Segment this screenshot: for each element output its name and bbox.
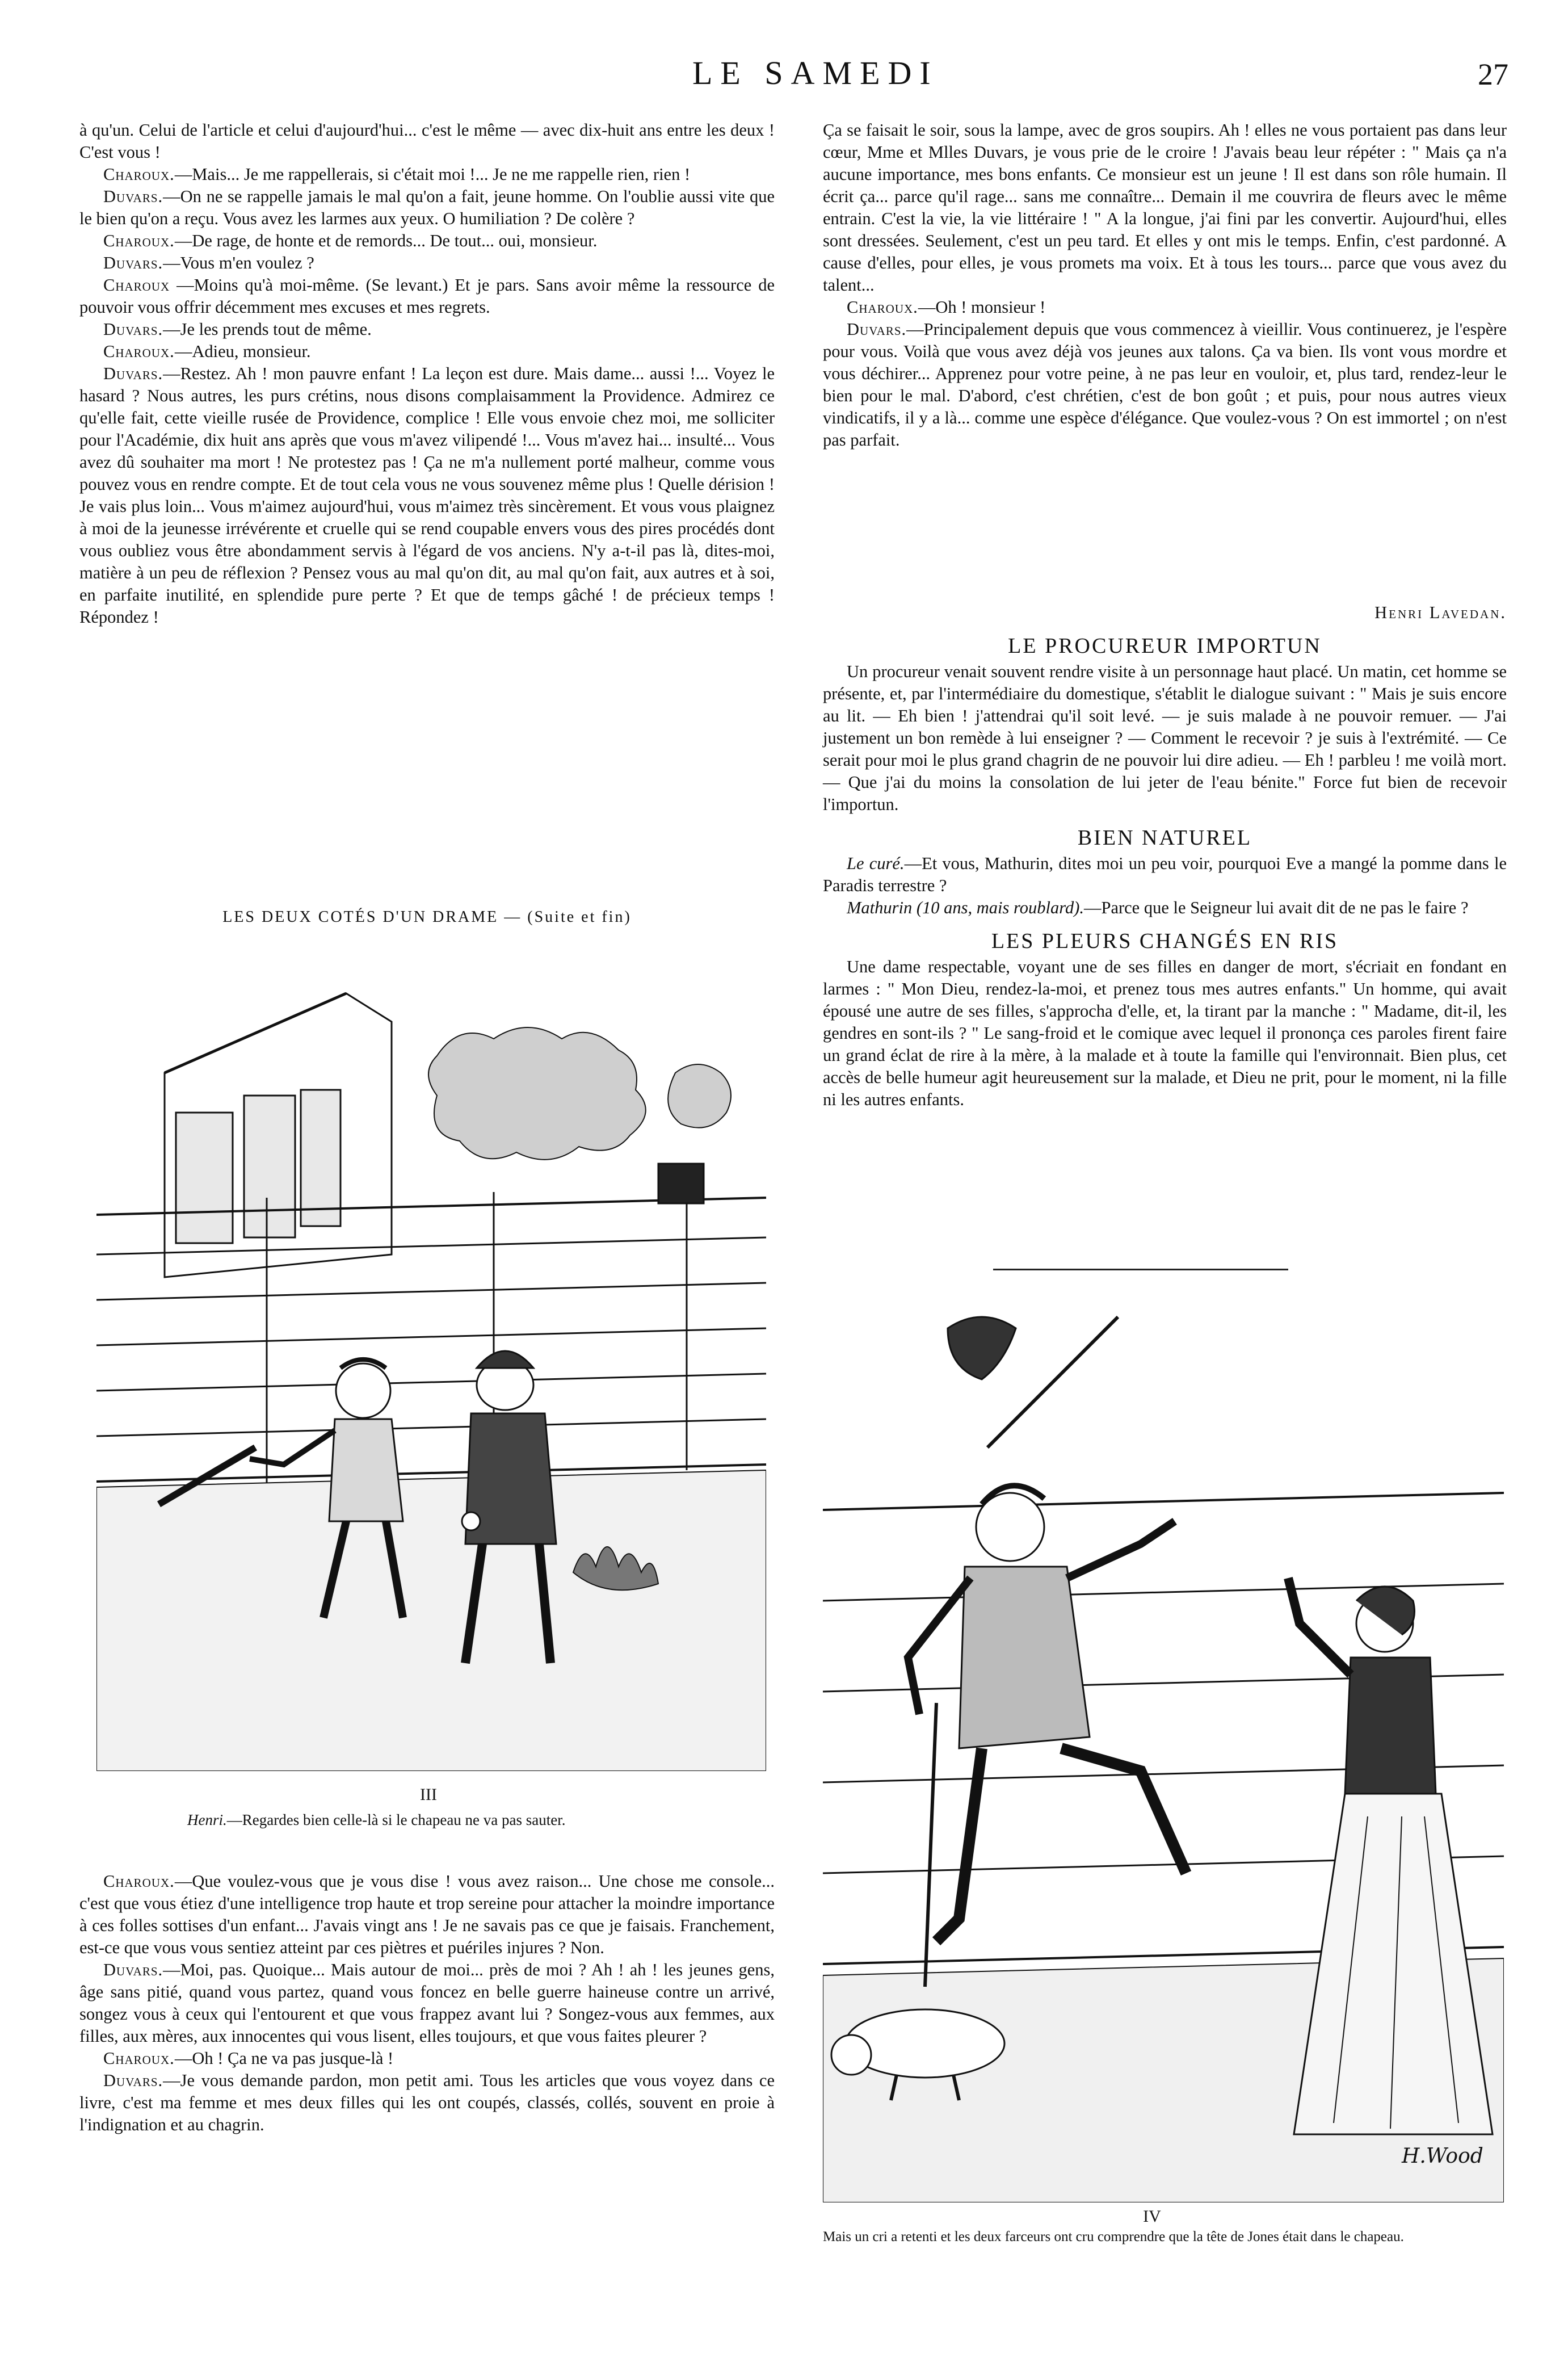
paragraph-text: Ça se faisait le soir, sous la lampe, avec de gros soupirs. Ah ! elles ne vous portaient pas dans leur cœur, Mme et Mlles Duvars, je vous prie de le croire ! J'avais beau leur répéter : " Mais ça n'a aucune importance, mes bons enfants. Ce monsieur est un jeune ! Il est dans son rôle humain. Il écrit ça... parce qu'il rage... sans me connaître... Demain il me couvrira de fleurs avec le même entrain. C'est la vie, la vie littéraire ! " A la longue, j'ai fini par les convertir. Aujourd'hui, elles sont dressées. Seulement, c'est un peu tard. Et elles y ont mis le temps. Enfin, c'est pardonné. A cause d'elles, pour elles, je vous promets ma voix. Et à tous les tours... parce que vous avez du talent... <box>823 120 1507 295</box>
naturel-speaker-1: Le curé. <box>847 854 905 873</box>
paragraph <box>79 252 775 274</box>
procureur-text: Un procureur venait souvent rendre visite à un personnage haut placé. Un matin, cet homme se présente, et, par l'intermédiaire du domestique, s'établit le dialogue suivant : " Mais je suis encore au lit. — Eh bien ! j'attendrai qu'il soit levé. — je suis malade à ne pouvoir remuer. — J'ai justement un bon remède à lui enseigner ? — Comment le recevoir ? je suis à l'extrémité. — Ce serait pour moi le plus grand chagrin de ne pouvoir lui dire adieu. — Eh ! parbleu ! me voilà mort. — Que j'ai du moins la consolation de lui jeter de l'eau bénite." Force fut bien de recevoir l'importun. <box>823 662 1507 814</box>
speaker-name: Charoux. <box>103 231 175 250</box>
artist-signature: H.Wood <box>1402 2145 1483 2168</box>
figure-3-caption <box>187 1811 755 1829</box>
figure-3-speaker: Henri. <box>187 1811 227 1828</box>
figure-3-label: III <box>420 1785 437 1804</box>
left-column-bottom <box>79 1870 775 2136</box>
speech-text: —Moins qu'à moi-même. (Se levant.) Et je pars. Sans avoir même la ressource de pouvoir vous offrir décemment mes excuses et mes regrets. <box>79 275 775 317</box>
speech-text: —Je les prends tout de même. <box>163 320 372 339</box>
speaker-name: Charoux <box>103 275 170 295</box>
speech-text: —On ne se rappelle jamais le mal qu'on a fait, jeune homme. On l'oublie aussi vite que le bien qu'on a reçu. Vous avez les larmes aux yeux. O humiliation ? De colère ? <box>79 187 775 228</box>
paragraph <box>79 274 775 318</box>
speaker-name: Duvars. <box>103 364 163 383</box>
naturel-text-2: —Parce que le Seigneur lui avait dit de ne pas le faire ? <box>1083 898 1469 917</box>
speaker-name: Duvars. <box>103 187 163 206</box>
naturel-line-1 <box>823 853 1507 897</box>
paragraph <box>79 230 775 252</box>
illustration-man-fence-hat <box>823 1306 1504 2202</box>
paragraph <box>823 296 1507 318</box>
speaker-name: Charoux. <box>103 2049 175 2068</box>
section-rule <box>993 1269 1288 1270</box>
speaker-name: Duvars. <box>103 2071 163 2090</box>
speaker-name: Duvars. <box>103 1960 163 1979</box>
illustration-boys-fence <box>96 959 766 1771</box>
speaker-name: Duvars. <box>847 320 907 339</box>
speaker-name: Charoux. <box>103 342 175 361</box>
figure-4-caption: Mais un cri a retenti et les deux farceurs ont cru comprendre que la tête de Jones était dans le chapeau. <box>823 2229 1404 2244</box>
speaker-name: Charoux. <box>103 165 175 184</box>
paragraph <box>79 363 775 628</box>
masthead-title: LE SAMEDI <box>692 54 939 91</box>
speech-text: —Mais... Je me rappellerais, si c'était moi !... Je ne me rappelle rien, rien ! <box>174 165 691 184</box>
paragraph <box>79 186 775 230</box>
paragraph <box>79 341 775 363</box>
speech-text: —Restez. Ah ! mon pauvre enfant ! La leçon est dure. Mais dame... aussi !... Voyez le hasard ? Nous autres, les purs crétins, nous disons complaisamment la Providence. Admirez ce qu'elle fait, cette vieille rusée de Providence, complice ! Elle vous envoie chez moi, me solliciter pour l'Académie, dix huit ans après que vous m'avez vilipendé !... Vous m'avez hai... insulté... Vous avez dû souhaiter ma mort ! Ne protestez pas ! Ça ne m'a nullement porté malheur, comme vous pouvez vous en rendre compte. Et de tout cela vous ne vous souvenez même plus ! Quelle dérision ! Je vais plus loin... Vous m'aimez aujourd'hui, vous m'aimez très sincèrement. Et vous vous plaignez à moi de la jeunesse irrévérente et cruelle qui se rend coupable envers vous des pires procédés dont vous oubliez vous être abondamment servis à l'égard de vos anciens. N'y a-t-il pas là, dites-moi, matière à un peu de réflexion ? Pensez vous au mal qu'on dit, au mal qu'on fait, aux autres et à soi, en parfaite inutilité, en splendide pure perte ? Et que de temps gâché ! de précieux temps ! Répondez ! <box>79 364 775 627</box>
paragraph <box>79 119 775 163</box>
left-column-top <box>79 119 775 628</box>
speech-text: —Adieu, monsieur. <box>174 342 311 361</box>
page-header <box>0 54 1568 105</box>
pleurs-text: Une dame respectable, voyant une de ses filles en danger de mort, s'écriait en fondant en larmes : " Mon Dieu, rendez-la-moi, et prenez tous mes autres enfants." Un homme, qui avait épousé une autre de ses filles, s'approcha d'elle, et, la tirant par la manche : " Madame, dit-il, les gendres en sont-ils ? " Le sang-froid et le comique avec lequel il prononça ces paroles firent faire un grand éclat de rire à la mère, à la malade et à toute la famille qui l'environnait. Bien plus, cet accès de belle humeur agit heureusement sur la malade, et Dieu ne prit, pour le moment, ni la fille ni les autres enfants. <box>823 957 1507 1109</box>
speech-text: —Oh ! Ça ne va pas jusque-là ! <box>174 2049 394 2068</box>
naturel-title: BIEN NATUREL <box>1077 826 1252 850</box>
speaker-name: Duvars. <box>103 320 163 339</box>
speaker-name: Charoux. <box>847 297 918 317</box>
paragraph <box>79 1959 775 2047</box>
signature: Henri Lavedan. <box>1374 603 1507 622</box>
paragraph-text: à qu'un. Celui de l'article et celui d'aujourd'hui... c'est le même — avec dix-huit ans entre les deux ! C'est vous ! <box>79 120 775 162</box>
speech-text: —Que voulez-vous que je vous dise ! vous avez raison... Une chose me console... c'est que vous étiez d'une intelligence trop haute et trop sereine pour attacher la moindre importance à ces folles sottises d'un enfant... J'avais vingt ans ! Je ne savais pas ce que je faisais. Franchement, est-ce que vous vous sentiez atteint par ces piètres et puériles injures ? Non. <box>79 1872 775 1957</box>
naturel-speaker-2: Mathurin (10 ans, mais roublard). <box>847 898 1084 917</box>
paragraph <box>823 318 1507 451</box>
procureur-title: LE PROCUREUR IMPORTUN <box>1008 634 1322 658</box>
paragraph <box>79 1870 775 1959</box>
speaker-name: Duvars. <box>103 253 163 272</box>
speaker-name: Charoux. <box>103 1872 175 1891</box>
speech-text: —Oh ! monsieur ! <box>918 297 1046 317</box>
speech-text: —Moi, pas. Quoique... Mais autour de moi... près de moi ? Ah ! ah ! les jeunes gens, âge sans pitié, quand vous partez, quand vous foncez en belle guerre haineuse contre un arrivé, songez vous à ceux qui l'entourent et que vous frappez avant lui ? Songez-vous aux femmes, aux filles, aux mères, aux innocentes qui vous lisent, elles toujours, et que vous faites pleurer ? <box>79 1960 775 2046</box>
paragraph <box>79 318 775 341</box>
naturel-text-1: —Et vous, Mathurin, dites moi un peu voir, pourquoi Eve a mangé la pomme dans le Paradis terrestre ? <box>823 854 1507 895</box>
speech-text: —Principalement depuis que vous commencez à vieillir. Vous continuerez, je l'espère pour vous. Voilà que vous avez déjà vos jeunes aux talons. Ça va bien. Ils vont vous mordre et vous déchirer... Apprenez pour votre peine, à ne pas leur en vouloir, et, plus tard, rendez-leur le bien pour le mal. D'abord, c'est chrétien, c'est de bon goût ; et puis, pour nous autres vieux vindicatifs, il y a là... comme une espèce d'élégance. Que voulez-vous ? On est immortel ; on n'est pas parfait. <box>823 320 1507 450</box>
paragraph <box>79 2070 775 2136</box>
paragraph <box>823 119 1507 296</box>
speech-text: —Vous m'en voulez ? <box>163 253 314 272</box>
naturel-line-2 <box>823 897 1507 919</box>
drama-heading: LES DEUX COTÉS D'UN DRAME — (Suite et fin) <box>222 908 632 926</box>
figure-3-text: —Regardes bien celle-là si le chapeau ne va pas sauter. <box>226 1811 566 1828</box>
right-column-top <box>823 119 1507 451</box>
paragraph <box>79 2047 775 2070</box>
paragraph <box>79 163 775 186</box>
page-number: 27 <box>1478 57 1508 91</box>
right-column-articles <box>823 602 1507 1111</box>
figure-4-label: IV <box>1143 2207 1161 2226</box>
pleurs-title: LES PLEURS CHANGÉS EN RIS <box>991 929 1339 953</box>
speech-text: —Je vous demande pardon, mon petit ami. Tous les articles que vous voyez dans ce livre, c'est ma femme et mes deux filles qui les ont coupés, classés, collés, souvent en proie à l'indignation et au chagrin. <box>79 2071 775 2134</box>
speech-text: —De rage, de honte et de remords... De tout... oui, monsieur. <box>174 231 598 250</box>
